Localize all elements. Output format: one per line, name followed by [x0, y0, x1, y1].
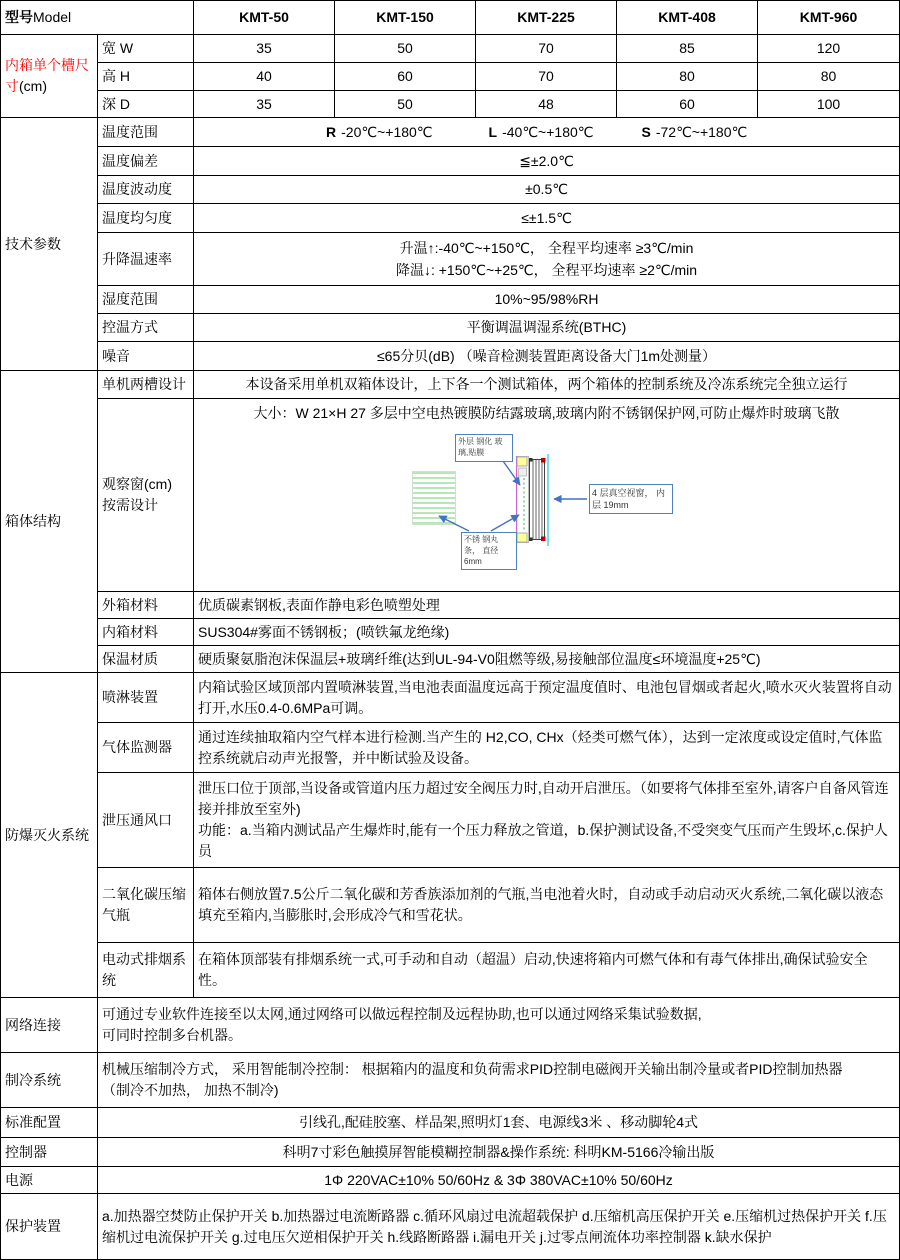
temp-fluctuation-value: ±0.5℃ [194, 176, 900, 204]
pressure-vent-line2: 功能：a.当箱内测试品产生爆炸时,能有一个压力释放之管道，b.保护测试设备,不受突变气压而产生毁坏,c.保护人员 [198, 822, 888, 859]
arrow-steel-to-window [491, 515, 519, 531]
temp-range-s: S -72℃~+180℃ [641, 123, 748, 140]
pressure-vent-value [194, 773, 900, 868]
height-kmt960: 80 [758, 63, 900, 91]
row-spray [1, 673, 900, 723]
label-gas-monitor: 气体监测器 [98, 723, 194, 773]
row-dual-chamber [1, 371, 900, 399]
row-observation-window [1, 399, 900, 592]
row-standard-config [1, 1108, 900, 1138]
row-gas-monitor [1, 723, 900, 773]
section-fire-system: 防爆灭火系统 [1, 673, 98, 998]
arrow-steel-to-panel [439, 516, 469, 531]
label-standard-config: 标准配置 [1, 1108, 98, 1138]
section-tech-params: 技术参数 [1, 118, 98, 371]
smoke-exhaust-value: 在箱体顶部装有排烟系统一式,可手动和自动（超温）启动,快速将箱内可燃气体和有毒气体排出,确保试验安全性。 [194, 943, 900, 998]
label-temp-fluctuation: 温度波动度 [98, 176, 194, 204]
row-insulation [1, 646, 900, 673]
row-protection [1, 1194, 900, 1260]
row-ramp-rate [1, 233, 900, 286]
co2-cylinder-value: 箱体右侧放置7.5公斤二氧化碳和芳香族添加剂的气瓶,当电池着火时，自动或手动启动灭火系统,二氧化碳以液态填充至箱内,当膨胀时,会形成冷气和雪花状。 [194, 868, 900, 943]
height-kmt150: 60 [335, 63, 476, 91]
temp-range-r: R -20℃~+180℃ [326, 123, 433, 140]
label-insulation: 保温材质 [98, 646, 194, 673]
callout-arrows [198, 426, 900, 590]
row-cooling [1, 1053, 900, 1108]
label-inner-material: 内箱材料 [98, 619, 194, 646]
row-temp-fluctuation [1, 176, 900, 204]
callout-outer-glass: 外层 钢化 玻璃,贴膜 [455, 434, 513, 462]
label-temp-uniformity: 温度均匀度 [98, 204, 194, 233]
row-height [1, 63, 900, 91]
label-protection: 保护装置 [1, 1194, 98, 1260]
row-width [1, 35, 900, 63]
label-noise: 噪音 [98, 342, 194, 371]
model-label-cn: 型号 [5, 9, 33, 25]
height-kmt408: 80 [617, 63, 758, 91]
row-inner-material [1, 619, 900, 646]
section-inner-dimensions-label: 内箱单个槽尺寸 [5, 57, 89, 94]
width-kmt50: 35 [194, 35, 335, 63]
row-power [1, 1167, 900, 1194]
width-kmt225: 70 [476, 35, 617, 63]
label-controller: 控制器 [1, 1138, 98, 1167]
row-outer-material [1, 592, 900, 619]
label-depth: 深 D [98, 91, 194, 118]
width-kmt150: 50 [335, 35, 476, 63]
width-kmt960: 120 [758, 35, 900, 63]
temp-uniformity-value: ≤±1.5℃ [194, 204, 900, 233]
row-depth [1, 91, 900, 118]
depth-kmt408: 60 [617, 91, 758, 118]
label-cooling: 制冷系统 [1, 1053, 98, 1108]
outer-material-value: 优质碳素钢板,表面作静电彩色喷塑处理 [194, 592, 900, 619]
label-temp-range: 温度范围 [98, 118, 194, 147]
window-size-text: 大小：W 21×H 27 多层中空电热镀膜防结露玻璃,玻璃内附不锈钢保护网,可防止爆炸时玻璃飞散 [253, 405, 840, 421]
dual-chamber-value: 本设备采用单机双箱体设计，上下各一个测试箱体，两个箱体的控制系统及冷冻系统完全独立运行 [194, 371, 900, 399]
noise-value: ≤65分贝(dB) （噪音检测装置距离设备大门1m处测量） [194, 342, 900, 371]
row-control-mode [1, 314, 900, 342]
power-value: 1Φ 220VAC±10% 50/60Hz & 3Φ 380VAC±10% 50/60Hz [98, 1167, 900, 1194]
row-temp-range [1, 118, 900, 147]
inner-material-value: SUS304#雾面不锈钢板；(喷铁氟龙绝缘) [194, 619, 900, 646]
header-row [1, 1, 900, 35]
row-temp-uniformity [1, 204, 900, 233]
cooling-value [98, 1053, 900, 1108]
row-pressure-vent [1, 773, 900, 868]
cooling-line2: （制冷不加热， 加热不制冷) [102, 1082, 279, 1098]
callout-vacuum-window: 4 层真空视窗， 内层 19mm [589, 484, 673, 514]
label-humidity: 湿度范围 [98, 286, 194, 314]
depth-kmt225: 48 [476, 91, 617, 118]
network-line1: 可通过专业软件连接至以太网,通过网络可以做远程控制及远程协助,也可以通过网络采集试验数据, [102, 1006, 702, 1022]
observation-window-label-line1: 观察窗(cm) [102, 476, 172, 492]
label-power: 电源 [1, 1167, 98, 1194]
depth-kmt50: 35 [194, 91, 335, 118]
temp-range-values [194, 118, 900, 147]
observation-window-diagram [198, 426, 895, 590]
row-controller [1, 1138, 900, 1167]
width-kmt408: 85 [617, 35, 758, 63]
row-smoke-exhaust [1, 943, 900, 998]
observation-window-content [194, 399, 900, 592]
ramp-down-line: 降温↓: +150℃~+25℃， 全程平均速率 ≥2℃/min [395, 262, 698, 278]
humidity-value: 10%~95/98%RH [194, 286, 900, 314]
model-kmt-408: KMT-408 [617, 1, 758, 35]
label-dual-chamber: 单机两槽设计 [98, 371, 194, 399]
network-value [98, 998, 900, 1053]
temp-deviation-value: ≦±2.0℃ [194, 147, 900, 176]
spray-value: 内箱试验区域顶部内置喷淋装置,当电池表面温度远高于预定温度值时、电池包冒烟或者起火,喷水灭火装置将自动打开,水压0.4-0.6MPa可调。 [194, 673, 900, 723]
cooling-line1: 机械压缩制冷方式， 采用智能制冷控制： 根据箱内的温度和负荷需求PID控制电磁阀开关输出制冷量或者PID控制加热器 [102, 1061, 843, 1077]
controller-value: 科明7寸彩色触摸屏智能模糊控制器&操作系统: 科明KM-5166冷输出版 [98, 1138, 900, 1167]
depth-kmt960: 100 [758, 91, 900, 118]
arrow-outer-glass [503, 461, 520, 485]
label-width: 宽 W [98, 35, 194, 63]
section-cabinet-structure: 箱体结构 [1, 371, 98, 673]
model-kmt-960: KMT-960 [758, 1, 900, 35]
label-height: 高 H [98, 63, 194, 91]
insulation-value: 硬质聚氨脂泡沫保温层+玻璃纤维(达到UL-94-V0阻燃等级,易接触部位温度≤环境温度+25℃) [194, 646, 900, 673]
callout-steel-beads: 不锈 钢丸 条， 直径 6mm [461, 532, 517, 570]
model-kmt-225: KMT-225 [476, 1, 617, 35]
height-kmt50: 40 [194, 63, 335, 91]
depth-kmt150: 50 [335, 91, 476, 118]
label-temp-deviation: 温度偏差 [98, 147, 194, 176]
model-kmt-50: KMT-50 [194, 1, 335, 35]
ramp-up-line: 升温↑:-40℃~+150℃， 全程平均速率 ≥3℃/min [399, 239, 694, 256]
label-co2-cylinder: 二氧化碳压缩气瓶 [98, 868, 194, 943]
gas-monitor-value: 通过连续抽取箱内空气样本进行检测.当产生的 H2,CO, CHx（烃类可燃气体），达到一定浓度或设定值时,气体监控系统就启动声光报警，并中断试验及设备。 [194, 723, 900, 773]
section-inner-dimensions [1, 35, 98, 118]
label-pressure-vent: 泄压通风口 [98, 773, 194, 868]
network-line2: 可同时控制多台机器。 [102, 1027, 242, 1043]
label-outer-material: 外箱材料 [98, 592, 194, 619]
pressure-vent-line1: 泄压口位于顶部,当设备或管道内压力超过安全阀压力时,自动开启泄压。（如要将气体排至室外,请客户自备风管连接并排放至室外) [198, 780, 889, 817]
label-ramp-rate: 升降温速率 [98, 233, 194, 286]
row-humidity [1, 286, 900, 314]
label-spray: 喷淋装置 [98, 673, 194, 723]
standard-config-value: 引线孔,配硅胶塞、样品架,照明灯1套、电源线3米 、移动脚轮4式 [98, 1108, 900, 1138]
model-label-en: Model [33, 9, 72, 25]
observation-window-label-line2: 按需设计 [102, 497, 158, 513]
model-kmt-150: KMT-150 [335, 1, 476, 35]
temp-range-l: L -40℃~+180℃ [488, 123, 594, 140]
row-network [1, 998, 900, 1053]
control-mode-value: 平衡调温调湿系统(BTHC) [194, 314, 900, 342]
label-network: 网络连接 [1, 998, 98, 1053]
section-inner-dimensions-unit: (cm) [19, 78, 47, 94]
row-noise [1, 342, 900, 371]
label-smoke-exhaust: 电动式排烟系统 [98, 943, 194, 998]
row-temp-deviation [1, 147, 900, 176]
label-control-mode: 控温方式 [98, 314, 194, 342]
model-header-cell [1, 1, 194, 35]
row-co2-cylinder [1, 868, 900, 943]
label-observation-window [98, 399, 194, 592]
height-kmt225: 70 [476, 63, 617, 91]
ramp-rate-value [194, 233, 900, 286]
protection-value: a.加热器空焚防止保护开关 b.加热器过电流断路器 c.循环风扇过电流超载保护 d.压缩机高压保护开关 e.压缩机过热保护开关 f.压缩机过电流保护开关 g.过电压欠逆相保护开关 h.线路断路器 i.漏电开关 j.过零点闸流体功率控制器 k.缺水保护 [98, 1194, 900, 1260]
